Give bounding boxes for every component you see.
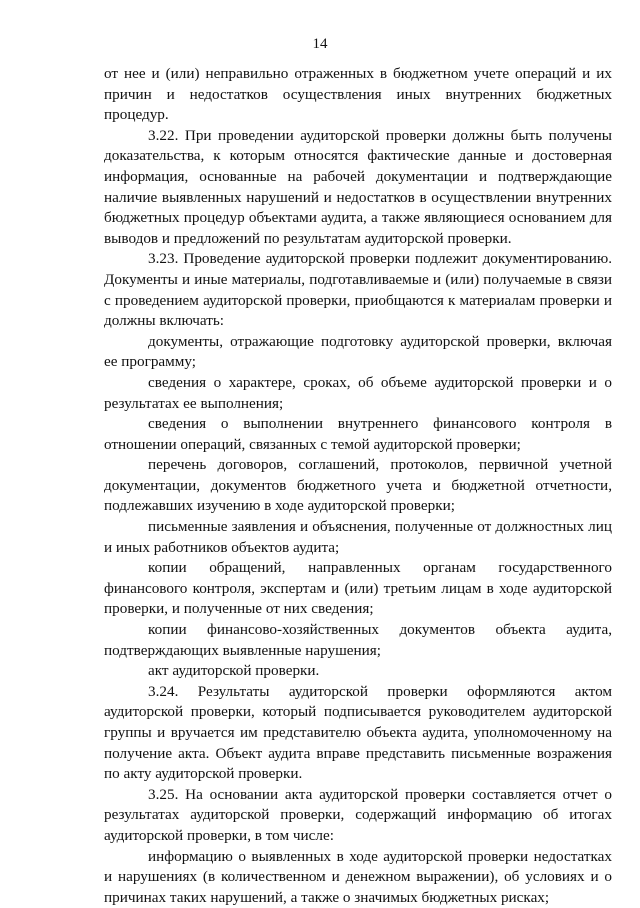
list-item-scope-info: сведения о характере, сроках, об объеме аудиторской проверки и о результатах ее выполнения; <box>104 373 612 412</box>
paragraph-3-23: 3.23. Проведение аудиторской проверки подлежит документированию. Документы и иные материалы, подготавливаемые и (или) получаемые в связи с проведением аудиторской проверки, приобщаются к материалам проверки и должны включать: <box>104 250 612 330</box>
paragraph-3-25: 3.25. На основании акта аудиторской проверки составляется отчет о результатах аудиторской проверки, содержащий информацию об итогах аудиторской проверки, в том числе: <box>104 785 612 844</box>
list-item-audit-act: акт аудиторской проверки. <box>148 662 320 680</box>
list-item-violations-info: информацию о выявленных в ходе аудиторской проверки недостатках и нарушениях (в количественном и денежном выражении), об условиях и о причинах таких нарушений, а также о значимых бюджетных рисках; <box>104 847 612 906</box>
list-item-internal-control-info: сведения о выполнении внутреннего финансового контроля в отношении операций, связанных с темой аудиторской проверки; <box>104 415 612 453</box>
list-item-financial-docs: копии финансово-хозяйственных документов объекта аудита, подтверждающих выявленные нарушения; <box>104 621 612 659</box>
paragraph-3-24: 3.24. Результаты аудиторской проверки оформляются актом аудиторской проверки, который подписывается руководителем аудиторской группы и вручается им представителю объекта аудита, уполномоченному на получение акта. Объект аудита вправе представить письменные возражения по акту аудиторской проверки. <box>104 682 612 783</box>
page-number: 14 <box>312 36 328 52</box>
list-item-program-docs: документы, отражающие подготовку аудиторской проверки, включая ее программу; <box>104 332 612 371</box>
list-item-written-statements: письменные заявления и объяснения, полученные от должностных лиц и иных работников объектов аудита; <box>104 518 612 556</box>
paragraph-continuation: от нее и (или) неправильно отраженных в бюджетном учете операций и их причин и недостатков осуществления иных внутренних бюджетных процедур. <box>104 65 612 124</box>
paragraph-3-22: 3.22. При проведении аудиторской проверки должны быть получены доказательства, к которым относятся фактические данные и достоверная информация, основанные на рабочей документации и подтверждающие наличие выявленных нарушений и недостатков в осуществлении внутренних бюджетных процедур объектами аудита, а также являющиеся основанием для выводов и предложений по результатам аудиторской проверки. <box>104 126 612 247</box>
list-item-contracts-list: перечень договоров, соглашений, протоколов, первичной учетной документации, документов бюджетного учета и бюджетной отчетности, подлежавших изучению в ходе аудиторской проверки; <box>104 456 612 515</box>
document-body <box>104 64 612 908</box>
list-item-appeal-copies: копии обращений, направленных органам государственного финансового контроля, экспертам и (или) третьим лицам в ходе аудиторской проверки, и полученные от них сведения; <box>104 559 612 618</box>
